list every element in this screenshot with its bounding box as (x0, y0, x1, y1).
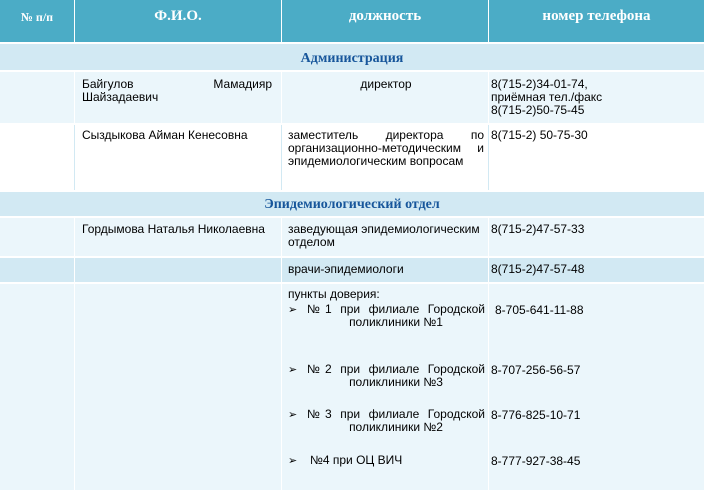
person-position: врачи-эпидемиологи (288, 262, 404, 276)
person-name: Гордымова Наталья Николаевна (82, 222, 265, 236)
person-position: заведующая эпидемиологическим отделом (288, 222, 480, 249)
table-row (0, 218, 704, 256)
arrow-bullet-icon: ➢ (288, 304, 298, 316)
person-phone: 8(715-2) 50-75-30 (491, 128, 588, 142)
trust-point-name: №4 при ОЦ ВИЧ (310, 453, 403, 467)
section-title: Администрация (300, 51, 404, 66)
section-epidemiology (0, 192, 704, 216)
trust-point-name: №3 при филиале Городской поликлиники №2 (307, 407, 485, 434)
person-phone: 8(715-2)47-57-48 (491, 262, 585, 276)
trust-point-phone: 8-777-927-38-45 (491, 454, 581, 468)
header-number: № п/п (20, 10, 54, 24)
trust-point-name: №2 при филиале Городской поликлиники №3 (307, 362, 485, 389)
person-name: Сыздыкова Айман Кенесовна (82, 128, 248, 142)
arrow-bullet-icon: ➢ (288, 409, 298, 421)
person-name: Байгулов Мамадияр Шайзадаевич (82, 77, 272, 104)
header-position: должность (348, 8, 422, 24)
header-full-name: Ф.И.О. (154, 8, 202, 24)
table-row (0, 125, 704, 190)
trust-point-phone: 8-776-825-10-71 (491, 408, 581, 422)
section-title: Эпидемиологический отдел (264, 197, 440, 212)
arrow-bullet-icon: ➢ (288, 364, 298, 376)
trust-points-row (0, 284, 704, 490)
person-phone: 8(715-2)47-57-33 (491, 222, 585, 236)
table-row (0, 72, 704, 123)
trust-point-phone: 8-705-641-11-88 (495, 303, 584, 317)
section-administration (0, 44, 704, 70)
trust-points-heading: пункты доверия: (288, 287, 380, 301)
table-row (0, 258, 704, 282)
table-header (0, 0, 704, 42)
person-position: заместитель директора по организационно-методическим и эпидемиологическим вопросам (288, 128, 484, 168)
person-phone: 8(715-2)34-01-74, приёмная тел./факс 8(715-2)50-75-45 (491, 77, 603, 117)
arrow-bullet-icon: ➢ (288, 455, 298, 467)
header-phone: номер телефона (542, 8, 651, 24)
trust-point-name: №1 при филиале Городской поликлиники №1 (307, 302, 485, 329)
trust-point-phone: 8-707-256-56-57 (491, 363, 581, 377)
person-position: директор (360, 77, 412, 91)
